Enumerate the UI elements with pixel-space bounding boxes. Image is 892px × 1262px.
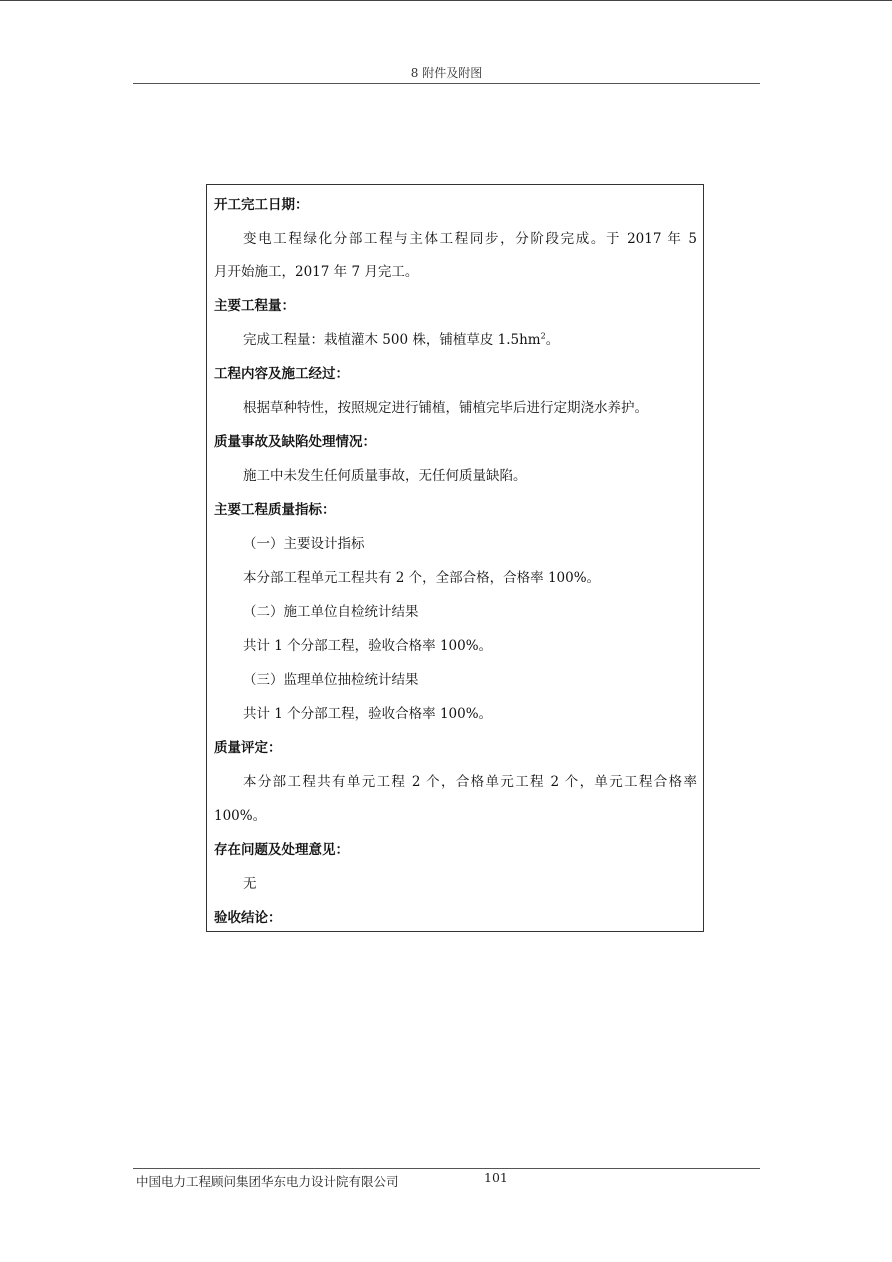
quantity-end: 。 xyxy=(545,332,560,348)
indicator-2-text: 共计 1 个分部工程，验收合格率 100%。 xyxy=(243,638,493,654)
evaluation-line-1: 本分部工程共有单元工程 2 个，合格单元工程 2 个，单元工程合格率 xyxy=(243,774,697,790)
footer-company: 中国电力工程顾问集团华东电力设计院有限公司 xyxy=(136,1174,399,1189)
indicator-2-title: （二）施工单位自检统计结果 xyxy=(243,604,419,620)
accident-heading: 质量事故及缺陷处理情况： xyxy=(214,434,376,450)
date-line-1: 变电工程绿化分部工程与主体工程同步，分阶段完成。于 2017 年 5 xyxy=(243,231,697,247)
quantity-superscript: 2 xyxy=(540,331,546,341)
issues-text: 无 xyxy=(243,876,257,892)
indicator-3-text: 共计 1 个分部工程，验收合格率 100%。 xyxy=(243,706,493,722)
date-line-2: 月开始施工，2017 年 7 月完工。 xyxy=(214,264,419,280)
indicator-3-title: （三）监理单位抽检统计结果 xyxy=(243,672,419,688)
quantity-value: 完成工程量：栽植灌木 500 株，铺植草皮 1.5hm xyxy=(243,332,541,348)
accident-text: 施工中未发生任何质量事故，无任何质量缺陷。 xyxy=(243,468,527,484)
quantity-text xyxy=(243,330,697,350)
content-heading: 工程内容及施工经过： xyxy=(214,366,349,382)
acceptance-form-box xyxy=(206,184,704,932)
page-header: 8 附件及附图 xyxy=(410,66,483,80)
header-rule xyxy=(133,83,760,84)
issues-heading: 存在问题及处理意见： xyxy=(214,842,349,858)
evaluation-heading: 质量评定： xyxy=(214,740,282,756)
date-heading: 开工完工日期： xyxy=(214,197,309,213)
indicator-heading: 主要工程质量指标： xyxy=(214,502,336,518)
indicator-1-text: 本分部工程单元工程共有 2 个，全部合格，合格率 100%。 xyxy=(243,570,601,586)
indicator-1-title: （一）主要设计指标 xyxy=(243,536,365,552)
footer-rule xyxy=(133,1168,760,1169)
content-text: 根据草种特性，按照规定进行铺植，铺植完毕后进行定期浇水养护。 xyxy=(243,400,648,416)
conclusion-heading: 验收结论： xyxy=(214,910,282,926)
quantity-heading: 主要工程量： xyxy=(214,298,295,314)
page-top-border xyxy=(0,0,892,1)
footer-page-number: 101 xyxy=(484,1170,508,1185)
evaluation-line-2: 100%。 xyxy=(214,808,267,824)
